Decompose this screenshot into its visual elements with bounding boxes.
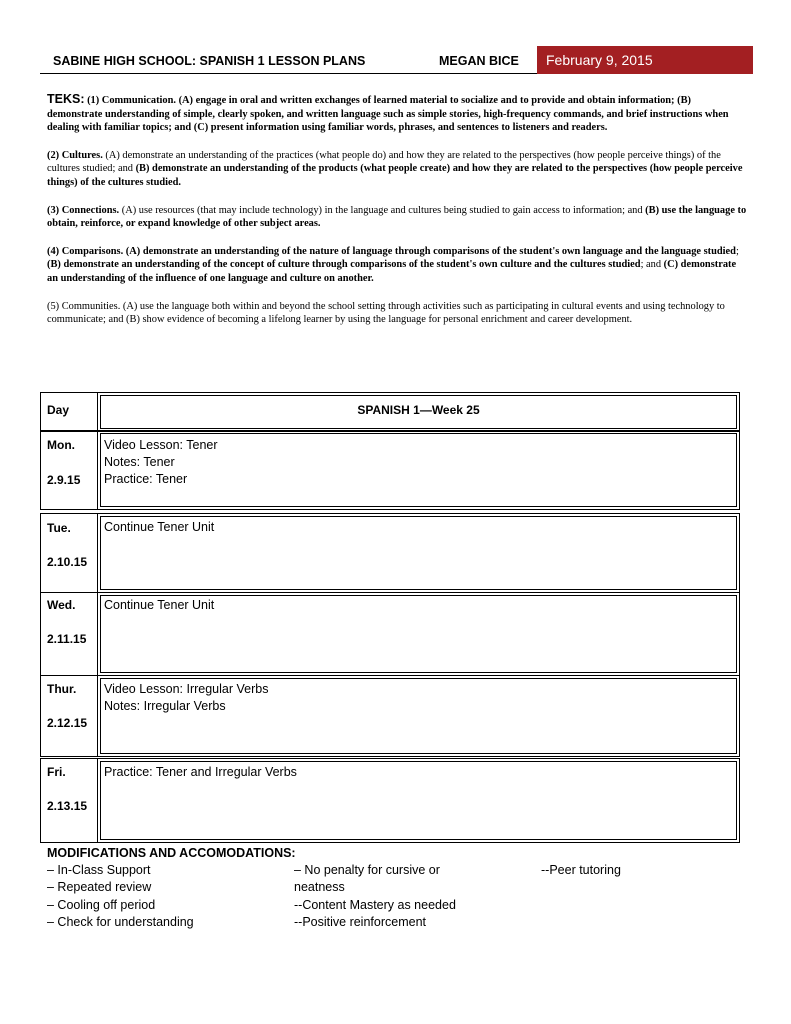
table-row <box>40 592 740 676</box>
date-badge: February 9, 2015 <box>537 46 753 74</box>
day-date: 2.12.15 <box>47 716 88 730</box>
lesson-line: Video Lesson: Tener <box>104 438 218 452</box>
modification-item: – Repeated review <box>47 880 152 895</box>
teks-comparisons-b: (B) demonstrate an understanding of the concept of culture through comparisons of the student's own culture and the cultures studied <box>47 259 641 271</box>
modifications-column-1 <box>47 862 287 932</box>
day-cell <box>40 675 98 757</box>
lesson-cell <box>97 675 740 757</box>
week-table <box>40 392 740 844</box>
day-cell <box>40 758 98 843</box>
lesson-line: Continue Tener Unit <box>104 520 215 534</box>
lesson-cell <box>97 592 740 676</box>
teks-connections-text: (A) use resources (that may include technology) in the language and cultures being studied to gain access to information; and <box>119 204 646 216</box>
teks-section <box>47 93 747 341</box>
teks-communities-text: (5) Communities. (A) use the language both within and beyond the school setting through activities such as participating in cultural events and using technology to communicate; and (B) show evidence of becoming a lifelong learner by using the language for personal enrichment and career development. <box>47 300 725 326</box>
modification-item: – In-Class Support <box>47 863 151 877</box>
teks-label: TEKS: <box>47 92 85 106</box>
teks-cultures <box>47 149 747 190</box>
lesson-line: Continue Tener Unit <box>104 598 215 612</box>
school-title: SABINE HIGH SCHOOL: SPANISH 1 LESSON PLANS <box>53 54 366 68</box>
lesson-cell <box>97 758 740 843</box>
lesson-line: Practice: Tener <box>104 472 188 486</box>
day-label: Tue. <box>47 521 71 535</box>
modifications-section <box>47 845 747 930</box>
modification-item: – Check for understanding <box>47 915 194 930</box>
modification-item: neatness <box>294 880 345 895</box>
document-header <box>40 46 753 74</box>
day-label: Thur. <box>47 682 77 696</box>
teks-cultures-heading: (2) Cultures. <box>47 149 103 161</box>
day-date: 2.10.15 <box>47 555 88 569</box>
lesson-line: Notes: Tener <box>104 455 175 469</box>
lesson-cell <box>97 430 740 510</box>
week-header: SPANISH 1—Week 25 <box>357 403 480 417</box>
table-row <box>40 513 740 593</box>
day-label: Fri. <box>47 765 66 779</box>
teks-comparisons-sep2: ; and <box>640 259 664 271</box>
day-cell <box>40 513 98 593</box>
modifications-column-3 <box>541 862 741 879</box>
table-row <box>40 758 740 843</box>
day-label: Mon. <box>47 438 75 452</box>
day-cell <box>40 430 98 510</box>
teks-communication-text: (1) Communication. (A) engage in oral and written exchanges of learned material to socialize and to provide and obtain information; (B) demonstrate understanding of simple, clearly spoken, and written language such as simple stories, high-frequency commands, and brief instructions when dealing with familiar topics; and (C) present information using familiar words, phrases, and sentences to listeners and readers. <box>47 95 729 134</box>
teks-communities <box>47 300 747 327</box>
day-date: 2.9.15 <box>47 473 81 487</box>
teks-cultures-text: (A) demonstrate an understanding of the practices (what people do) and how they are related to the perspectives (how people perceive things) of the cultures studied; and <box>47 149 721 175</box>
teks-communication <box>47 93 747 135</box>
day-header-cell <box>40 392 98 432</box>
lesson-cell <box>97 513 740 593</box>
teks-comparisons-c: (C) demonstrate an understanding of the influence of one language and culture on another. <box>47 259 737 284</box>
modifications-column-2 <box>294 862 534 932</box>
table-header-row <box>40 392 740 432</box>
week-header-cell <box>97 392 740 432</box>
modification-item: – Cooling off period <box>47 897 156 912</box>
teacher-name: MEGAN BICE <box>439 54 519 68</box>
teks-cultures-b: (B) demonstrate an understanding of the products (what people create) and how they are related to the perspectives (how people perceive things) of the cultures studied. <box>47 163 743 188</box>
teks-comparisons-a: (4) Comparisons. (A) demonstrate an understanding of the nature of language through comparisons of the student's own language and the language studied <box>47 245 736 257</box>
teks-connections-heading: (3) Connections. <box>47 204 120 216</box>
header-rule <box>40 73 537 74</box>
table-row <box>40 430 740 510</box>
day-cell <box>40 592 98 676</box>
teks-comparisons <box>47 245 747 286</box>
lesson-line: Practice: Tener and Irregular Verbs <box>104 765 297 779</box>
teks-connections-b: (B) use the language to obtain, reinforce, or expand knowledge of other subject areas. <box>47 204 747 230</box>
modification-item: --Positive reinforcement <box>294 915 426 930</box>
modifications-title: MODIFICATIONS AND ACCOMODATIONS: <box>47 846 296 860</box>
day-date: 2.11.15 <box>47 632 87 646</box>
teks-comparisons-sep1: ; <box>735 245 739 257</box>
day-date: 2.13.15 <box>47 799 88 813</box>
modification-item: --Content Mastery as needed <box>294 897 456 912</box>
modification-item: --Peer tutoring <box>541 863 621 877</box>
teks-connections <box>47 204 747 231</box>
modification-item: – No penalty for cursive or <box>294 863 440 877</box>
lesson-line: Video Lesson: Irregular Verbs <box>104 682 269 696</box>
table-row <box>40 675 740 757</box>
lesson-line: Notes: Irregular Verbs <box>104 699 226 713</box>
day-label: Wed. <box>47 598 76 612</box>
day-header: Day <box>47 403 70 417</box>
